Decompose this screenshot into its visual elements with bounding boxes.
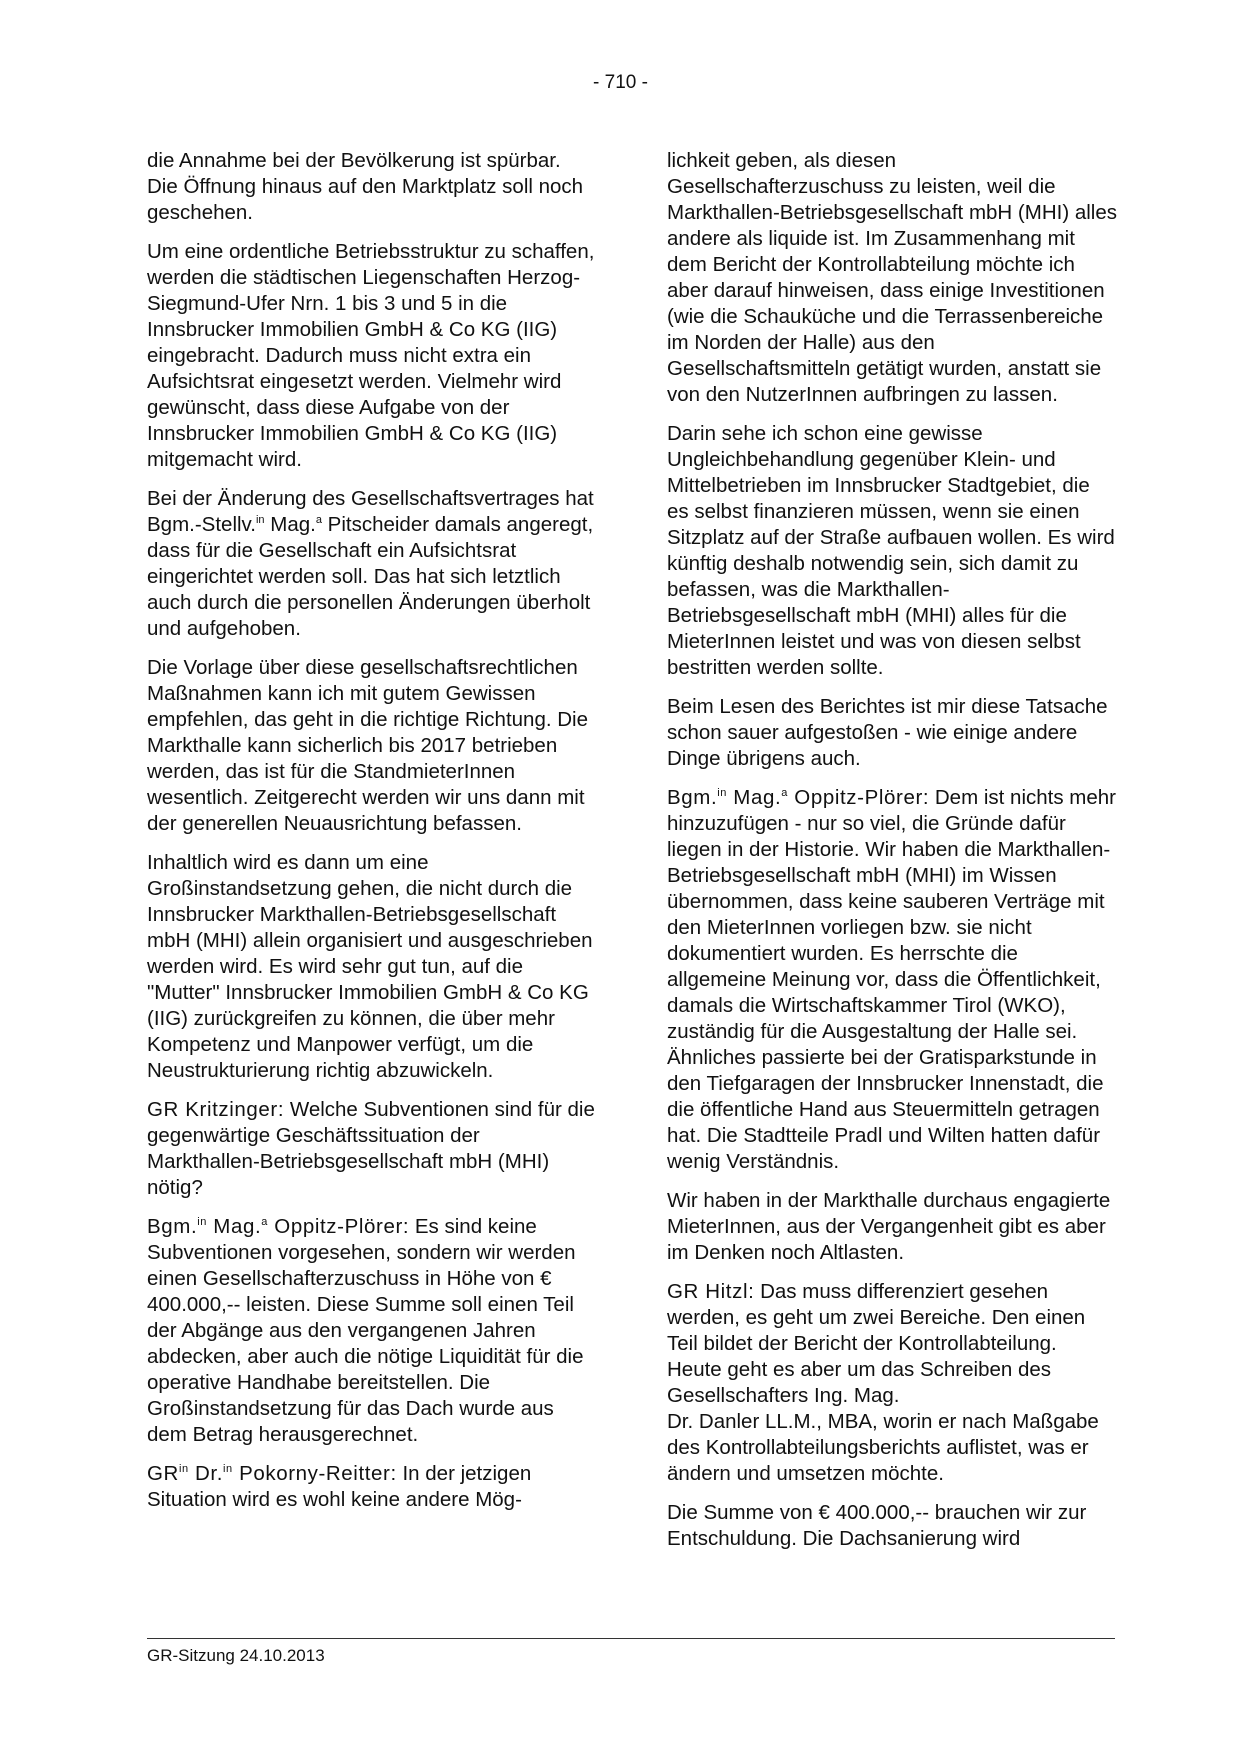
superscript: a xyxy=(315,514,322,526)
text-run: Mag. xyxy=(207,1215,262,1238)
paragraph xyxy=(147,1461,597,1513)
text-run: Dem ist nichts mehr hinzuzufügen - nur so viel, die Gründe dafür liegen in der Historie. Wir haben die Markthallen-Betriebsgesellschaft mbH (MHI) im Wissen übernommen, dass keine sauberen Verträge mit den MieterInnen vorliegen bzw. sie nicht dokumentiert wurden. Es herrschte die allgemeine Meinung vor, dass die Öffentlichkeit, damals die Wirtschaftskammer Tirol (WKO), zuständig für die Ausgestaltung der Halle sei. Ähnliches passierte bei der Gratisparkstunde in den Tiefgaragen der Innsbrucker Innenstadt, die die öffentliche Hand aus Steuermitteln getragen hat. Die Stadtteile Pradl und Wilten hatten dafür wenig Verständnis. xyxy=(667,786,1116,1173)
text-run: Oppitz-Plörer: xyxy=(788,786,930,809)
text-run: Oppitz-Plörer: xyxy=(268,1215,410,1238)
speaker-name: GR Kritzinger: xyxy=(147,1098,285,1121)
text-run: Dr. Danler LL.M., MBA, worin er nach Maßgabe des Kontrollabteilungsberichts auflistet, was er ändern und umsetzen möchte. xyxy=(667,1410,1099,1485)
text-run: Pokorny-Reitter: xyxy=(232,1462,397,1485)
right-column xyxy=(667,148,1117,1565)
speaker-name xyxy=(147,1462,397,1485)
text-run: Mag. xyxy=(264,513,316,536)
footer-divider xyxy=(147,1638,1115,1639)
text-run: GR xyxy=(147,1462,179,1485)
superscript: in xyxy=(178,1463,189,1475)
text-run: In der jetzigen Situation wird es wohl keine andere Mög- xyxy=(147,1462,532,1511)
superscript: in xyxy=(223,1463,233,1475)
paragraph xyxy=(667,1279,1117,1487)
paragraph: Darin sehe ich schon eine gewisse Ungleichbehandlung gegenüber Klein- und Mittelbetrieben im Innsbrucker Stadtgebiet, die es selbst finanzieren müssen, wenn sie einen Sitzplatz auf der Straße aufbauen wollen. Es wird künftig deshalb notwendig sein, sich damit zu befassen, was die Markthallen-Betriebsgesellschaft mbH (MHI) alles für die MieterInnen leistet und was von diesen selbst bestritten werden sollte. xyxy=(667,422,1115,679)
superscript: in xyxy=(197,1216,208,1228)
paragraph: lichkeit geben, als diesen Gesellschafterzuschuss zu leisten, weil die Markthallen-Betriebsgesellschaft mbH (MHI) alles andere als liquide ist. Im Zusammenhang mit dem Bericht der Kontrollabteilung möchte ich aber darauf hinweisen, dass einige Investitionen (wie die Schauküche und die Terrassenbereiche im Norden der Halle) aus den Gesellschaftsmitteln getätigt wurden, anstatt sie von den NutzerInnen aufbringen zu lassen. xyxy=(667,149,1118,406)
text-run: Dr. xyxy=(188,1462,224,1485)
footer-session-date: GR-Sitzung 24.10.2013 xyxy=(147,1646,325,1665)
text-run: Bgm. xyxy=(667,786,718,809)
paragraph xyxy=(147,1097,597,1201)
paragraph: Wir haben in der Markthalle durchaus engagierte MieterInnen, aus der Vergangenheit gibt es aber im Denken noch Altlasten. xyxy=(667,1189,1111,1264)
text-run: Bgm. xyxy=(147,1215,198,1238)
text-run: Pitscheider damals angeregt, dass für die Gesellschaft ein Aufsichtsrat eingerichtet werden soll. Das hat sich letztlich auch durch die personellen Änderungen überholt und aufgehoben. xyxy=(147,513,594,640)
superscript: a xyxy=(781,787,789,799)
text-run: Das muss differenziert gesehen werden, es geht um zwei Bereiche. Den einen Teil bildet der Bericht der Kontrollabteilung. Heute geht es aber um das Schreiben des Gesellschafters Ing. Mag. xyxy=(667,1280,1086,1407)
text-run: Welche Subventionen sind für die gegenwärtige Geschäftssituation der Markthallen-Betriebsgesellschaft mbH (MHI) nötig? xyxy=(147,1098,595,1199)
paragraph: Die Vorlage über diese gesellschaftsrechtlichen Maßnahmen kann ich mit gutem Gewissen empfehlen, das geht in die richtige Richtung. Die Markthalle kann sicherlich bis 2017 betrieben werden, das ist für die StandmieterInnen wesentlich. Zeitgerecht werden wir uns dann mit der generellen Neuausrichtung befassen. xyxy=(147,656,589,835)
superscript: in xyxy=(717,787,728,799)
paragraph xyxy=(667,785,1117,1175)
superscript: in xyxy=(255,514,265,526)
paragraph: Inhaltlich wird es dann um eine Großinstandsetzung gehen, die nicht durch die Innsbrucker Markthallen-Betriebsgesellschaft mbH (MHI) allein organisiert und ausgeschrieben werden wird. Es wird sehr gut tun, auf die "Mutter" Innsbrucker Immobilien GmbH & Co KG (IIG) zurückgreifen zu können, die über mehr Kompetenz und Manpower verfügt, um die Neustrukturierung richtig abzuwickeln. xyxy=(147,851,593,1082)
paragraph xyxy=(147,1214,597,1448)
speaker-name: GR Hitzl: xyxy=(667,1280,755,1303)
speaker-name xyxy=(147,1215,409,1238)
paragraph: die Annahme bei der Bevölkerung ist spürbar. Die Öffnung hinaus auf den Marktplatz soll noch geschehen. xyxy=(147,149,584,224)
speaker-name xyxy=(667,786,929,809)
left-column xyxy=(147,148,597,1526)
text-run: Mag. xyxy=(727,786,782,809)
text-run: Bei der Änderung des Gesellschaftsvertrages hat Bgm.-Stellv. xyxy=(147,487,594,536)
text-run: Es sind keine Subventionen vorgesehen, sondern wir werden einen Gesellschafterzuschuss in Höhe von € 400.000,-- leisten. Diese Summe soll einen Teil der Abgänge aus den vergangenen Jahren abdecken, aber auch die nötige Liquidität für die operative Handhabe bereitstellen. Die Großinstandsetzung für das Dach wurde aus dem Betrag herausgerechnet. xyxy=(147,1215,584,1446)
superscript: a xyxy=(261,1216,269,1228)
paragraph: Um eine ordentliche Betriebsstruktur zu schaffen, werden die städtischen Liegenschaften Herzog-Siegmund-Ufer Nrn. 1 bis 3 und 5 in die Innsbrucker Immobilien GmbH & Co KG (IIG) eingebracht. Dadurch muss nicht extra ein Aufsichtsrat eingesetzt werden. Vielmehr wird gewünscht, dass diese Aufgabe von der Innsbrucker Immobilien GmbH & Co KG (IIG) mitgemacht wird. xyxy=(147,240,595,471)
paragraph xyxy=(147,486,597,642)
paragraph: Die Summe von € 400.000,-- brauchen wir zur Entschuldung. Die Dachsanierung wird xyxy=(667,1501,1087,1550)
paragraph: Beim Lesen des Berichtes ist mir diese Tatsache schon sauer aufgestoßen - wie einige andere Dinge übrigens auch. xyxy=(667,695,1108,770)
page-number: - 710 - xyxy=(593,72,648,93)
